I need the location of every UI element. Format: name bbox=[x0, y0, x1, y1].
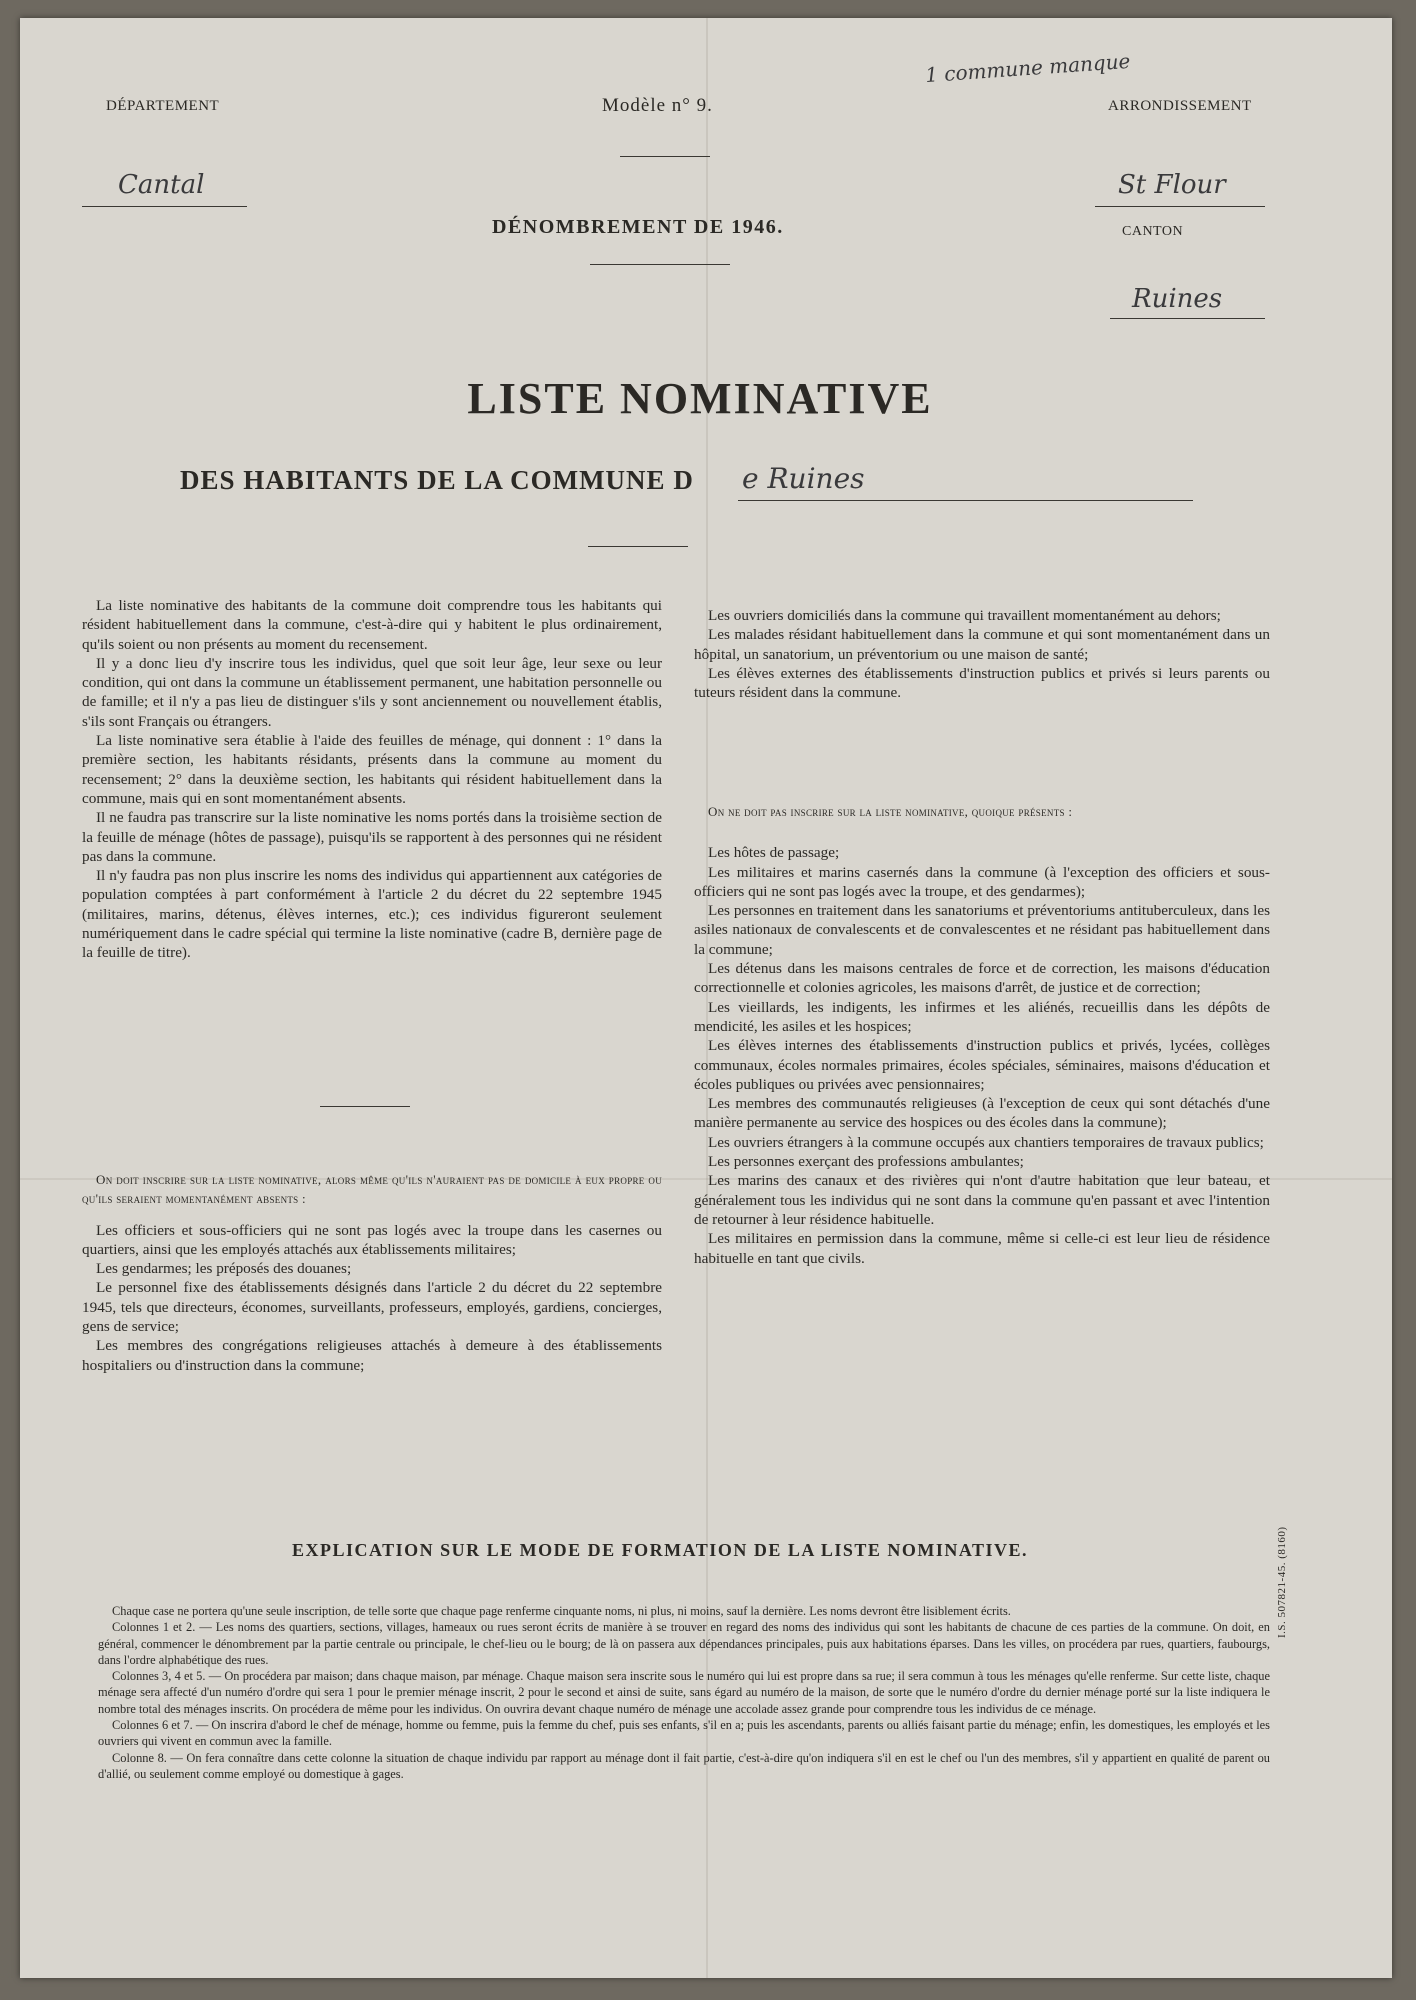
departement-value-underline bbox=[82, 206, 247, 207]
left-paragraph: Il ne faudra pas transcrire sur la liste nominative les noms portés dans la troisième section de la feuille de ménage (hôtes de passage), puisqu'ils se rapportent à des personnes qui ne résident pas dans la commune. bbox=[82, 809, 662, 865]
right-section-item: Les personnes exerçant des professions ambulantes; bbox=[708, 1153, 1024, 1171]
explanation-paragraph: Colonnes 3, 4 et 5. — On procédera par maison; dans chaque maison, par ménage. Chaque maison sera inscrite sous le numéro qui lui est propre dans sa rue; il sera commun à tous les ménages qu'elle renferme. Sur cette liste, chaque ménage sera affecté d'un numéro d'ordre qui sera 1 pour le premier ménage inscrit, 2 pour le second et ainsi de suite, sans égard au numéro de la maison, de sorte que le numéro d'ordre du dernier ménage porté sur la liste indiquera le nombre total des ménages inscrits. On procédera de même pour les individus. On ouvrira devant chaque numéro de ménage une accolade assez grande pour comprendre tous les individus de ce ménage. bbox=[98, 1669, 1270, 1716]
right-section-item: Les élèves internes des établissements d'instruction publics et privés, lycées, collèges communaux, écoles normales primaires, écoles spéciales, séminaires, maisons d'éducation et écoles publiques ou privées avec pensionnaires; bbox=[694, 1037, 1270, 1093]
canton-label: CANTON bbox=[1122, 224, 1184, 239]
left-paragraph: Il y a donc lieu d'y inscrire tous les individus, quel que soit leur âge, leur sexe ou leur condition, qui ont dans la commune un établissement permanent, une habitation personnelle ou de famille; et il n'y a pas lieu de distinguer s'ils y sont anciennement ou nouvellement établis, s'ils sont Français ou étrangers. bbox=[82, 654, 662, 730]
explanation-paragraph: Colonnes 1 et 2. — Les noms des quartiers, sections, villages, hameaux ou rues seront écrits de manière à se trouver en regard des noms des individus qui sont les habitants de chacune de ces parties de la commune. On doit, en général, commencer le dénombrement par la partie centrale ou principale, le chef-lieu ou le bourg; de là on passera aux dépendances principales, puis aux habitations éparses. Dans les villes, on procédera par rues, quartiers, faubourgs, dans l'ordre alphabétique des rues. bbox=[98, 1620, 1270, 1667]
handwritten-note: 1 commune manque bbox=[924, 48, 1132, 88]
right-section-heading: On ne doit pas inscrire sur la liste nominative, quoique présents : bbox=[708, 804, 1073, 819]
left-section-item: Les gendarmes; les préposés des douanes; bbox=[96, 1260, 352, 1278]
arrondissement-label: ARRONDISSEMENT bbox=[1108, 98, 1252, 114]
commune-value-underline bbox=[738, 500, 1193, 501]
denombrement-heading: DÉNOMBREMENT DE 1946. bbox=[492, 216, 784, 238]
explanation-title: EXPLICATION SUR LE MODE DE FORMATION DE LA LISTE NOMINATIVE. bbox=[291, 1540, 1029, 1560]
right-paragraph: Les ouvriers domiciliés dans la commune qui travaillent momentanément au dehors; bbox=[708, 607, 1221, 624]
header-rule bbox=[620, 156, 710, 157]
explanation-paragraph: Colonnes 6 et 7. — On inscrira d'abord le chef de ménage, homme ou femme, puis la femme du chef, puis ses enfants, s'il en a; puis les ascendants, parents ou alliés faisant partie du ménage; enfin, les domestiques, les employés et les ouvriers qui vivent en commun avec la famille. bbox=[98, 1718, 1270, 1749]
right-paragraph: Les malades résidant habituellement dans la commune et qui sont momentanément dans un hôpital, un sanatorium, un préventorium ou une maison de santé; bbox=[694, 626, 1270, 663]
right-section-item: Les membres des communautés religieuses (à l'exception de ceux qui sont détachés d'une manière permanente au service des hospices ou des écoles dans la commune); bbox=[694, 1095, 1270, 1132]
departement-value: Cantal bbox=[118, 170, 205, 200]
explanation-body bbox=[98, 1603, 1270, 1782]
canton-value: Ruines bbox=[1132, 284, 1223, 314]
canton-value-underline bbox=[1110, 318, 1265, 319]
left-column-rule bbox=[320, 1106, 410, 1107]
right-section-item: Les marins des canaux et des rivières qui n'ont d'autre habitation que leur bateau, et généralement tous les individus qui ne sont dans la commune qu'en passant et avec l'intention de retourner à leur résidence habituelle. bbox=[694, 1172, 1270, 1228]
modele-number: Modèle n° 9. bbox=[602, 95, 713, 116]
right-section-item: Les personnes en traitement dans les sanatoriums et préventoriums antituberculeux, dans les asiles nationaux de convalescents et de convalescentes et ne résidant pas habituellement dans la commune; bbox=[694, 902, 1270, 958]
main-title: LISTE NOMINATIVE bbox=[467, 374, 933, 423]
commune-value: e Ruines bbox=[742, 462, 865, 495]
right-paragraph: Les élèves externes des établissements d'instruction publics et privés si leurs parents ou tuteurs résident dans la commune. bbox=[694, 664, 1270, 702]
left-column-section bbox=[82, 1170, 662, 1375]
right-column-intro bbox=[694, 606, 1270, 702]
right-section-item: Les détenus dans les maisons centrales de force et de correction, les maisons d'éducation correctionnelle et colonies agricoles, les maisons d'arrêt, de justice et de correction; bbox=[694, 960, 1270, 997]
right-column-section bbox=[694, 802, 1270, 1268]
arrondissement-value-underline bbox=[1095, 206, 1265, 207]
census-form-sheet bbox=[20, 18, 1392, 1978]
left-paragraph: La liste nominative des habitants de la commune doit comprendre tous les habitants qui résident habituellement dans la commune, c'est-à-dire qui y habitent le plus ordinairement, qu'ils soient ou non présents au moment du recensement. bbox=[82, 597, 662, 653]
left-section-item: Les officiers et sous-officiers qui ne sont pas logés avec la troupe dans les casernes ou quartiers, ainsi que les employés attachés aux établissements militaires; bbox=[82, 1221, 662, 1258]
title-rule bbox=[588, 546, 688, 547]
commune-subtitle: DES HABITANTS DE LA COMMUNE D bbox=[180, 465, 694, 495]
right-section-item: Les militaires et marins casernés dans la commune (à l'exception des officiers et sous-officiers qui ne sont pas logés avec la troupe, et des gendarmes); bbox=[694, 863, 1270, 900]
printer-code: I.S. 507821-45. (8160) bbox=[1276, 1526, 1288, 1638]
left-column-intro bbox=[82, 596, 662, 963]
arrondissement-value: St Flour bbox=[1118, 170, 1226, 200]
right-section-item: Les vieillards, les indigents, les infirmes et les aliénés, recueillis dans les dépôts de mendicité, les asiles et les hospices; bbox=[694, 998, 1270, 1035]
right-section-item: Les ouvriers étrangers à la commune occupés aux chantiers temporaires de travaux publics; bbox=[708, 1133, 1264, 1151]
left-section-item: Le personnel fixe des établissements désignés dans l'article 2 du décret du 22 septembre 1945, tels que directeurs, économes, surveillants, professeurs, employés, gardiens, concierges, gens de service; bbox=[82, 1279, 662, 1336]
right-section-item: Les hôtes de passage; bbox=[708, 844, 840, 862]
denombrement-rule bbox=[590, 264, 730, 265]
left-section-heading: On doit inscrire sur la liste nominative, alors même qu'ils n'auraient pas de domicile à eux propre ou qu'ils seraient momentanément absents : bbox=[82, 1172, 662, 1207]
departement-label: DÉPARTEMENT bbox=[106, 98, 220, 114]
left-paragraph: Il n'y faudra pas non plus inscrire les noms des individus qui appartiennent aux catégories de population comptées à part conformément à l'article 2 du décret du 22 septembre 1945 (militaires, marins, détenus, élèves internes, etc.); ces individus figureront seulement numériquement dans le cadre spécial qui termine la liste nominative (cadre B, dernière page de la feuille de titre). bbox=[82, 867, 662, 962]
left-section-item: Les membres des congrégations religieuses attachés à demeure à des établissements hospitaliers ou d'instruction dans la commune; bbox=[82, 1337, 662, 1374]
right-section-item: Les militaires en permission dans la commune, même si celle-ci est leur lieu de résidence habituelle en tant que civils. bbox=[694, 1230, 1270, 1267]
left-paragraph: La liste nominative sera établie à l'aide des feuilles de ménage, qui donnent : 1° dans la première section, les habitants résidants, présents dans la commune au moment du recensement; 2° dans la deuxième section, les habitants qui résident habituellement dans la commune, mais qui en sont momentanément absents. bbox=[82, 732, 662, 807]
explanation-paragraph: Chaque case ne portera qu'une seule inscription, de telle sorte que chaque page renferme cinquante noms, ni plus, ni moins, sauf la dernière. Les noms devront être lisiblement écrits. bbox=[112, 1604, 1011, 1618]
explanation-paragraph: Colonne 8. — On fera connaître dans cette colonne la situation de chaque individu par rapport au ménage dont il fait partie, c'est-à-dire qu'on indiquera s'il en est le chef ou l'un des membres, s'il y appartient en qualité de parent ou d'allié, ou seulement comme employé ou domestique à gages. bbox=[98, 1750, 1270, 1781]
